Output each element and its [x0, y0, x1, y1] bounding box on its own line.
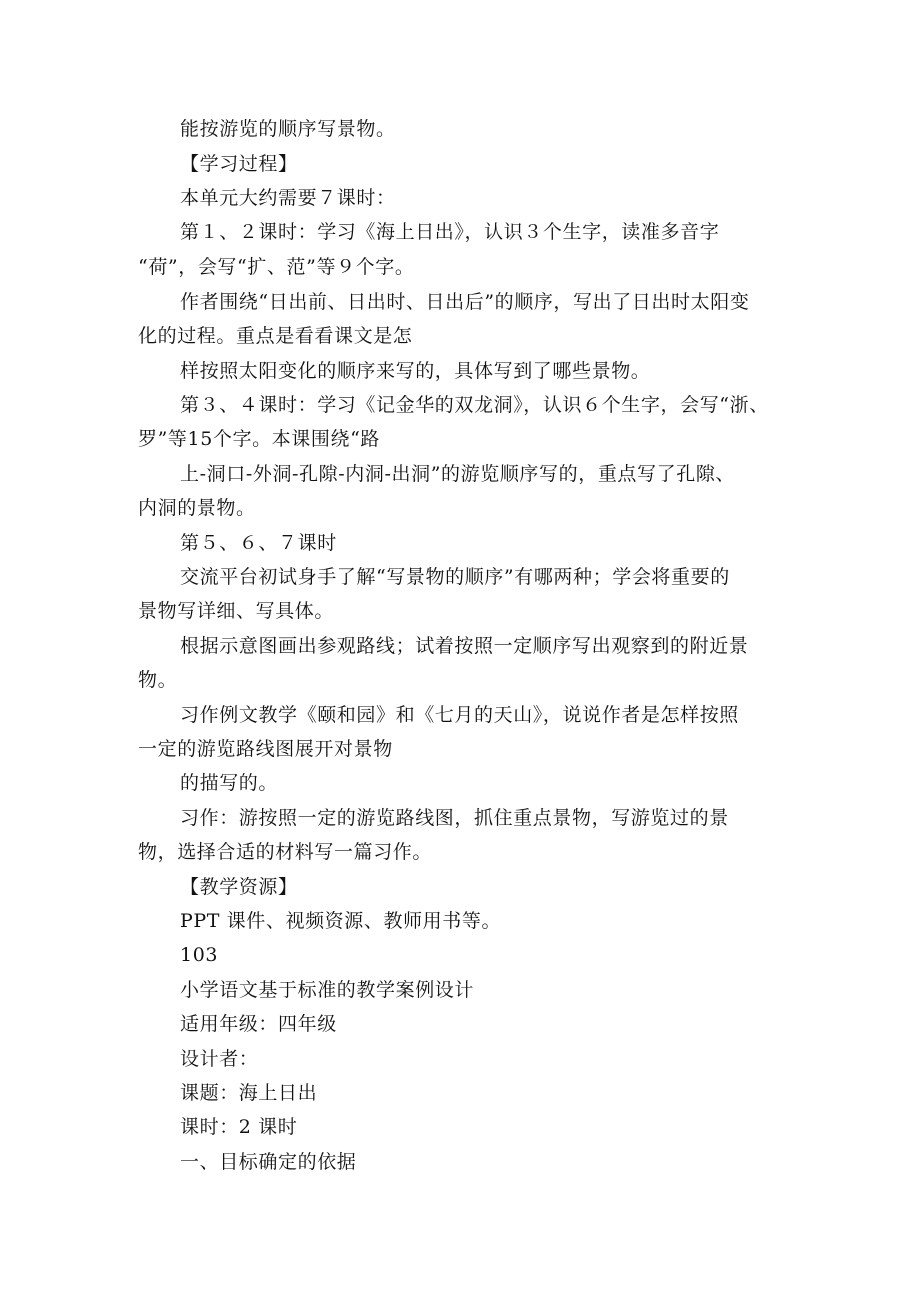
text-line: 物。 [138, 669, 178, 691]
text-line: 根据示意图画出参观路线；试着按照一定顺序写出观察到的附近景 [180, 635, 749, 657]
topic-line: 课题：海上日出 [180, 1082, 318, 1104]
document-title: 小学语文基于标准的教学案例设计 [180, 979, 475, 1001]
text-line: 罗”等15个字。本课围绕“路 [138, 428, 381, 450]
text-line: 第３、４课时：学习《记金华的双龙洞》，认识６个生字，会写“浙、 [180, 394, 769, 416]
text-line: 作者围绕“日出前、日出时、日出后”的顺序，写出了日出时太阳变 [180, 291, 750, 313]
text-line: 内洞的景物。 [138, 497, 256, 519]
text-line: 景物写详细、写具体。 [138, 600, 335, 622]
text-line: 本单元大约需要７课时： [180, 187, 396, 209]
class-hours-line: 课时：2 课时 [180, 1116, 298, 1138]
grade-line: 适用年级：四年级 [180, 1013, 337, 1035]
section-heading-learning-process: 【学习过程】 [180, 153, 298, 175]
text-line: 第１、２课时：学习《海上日出》，认识３个生字，读准多音字 [180, 221, 720, 243]
text-line: 能按游览的顺序写景物。 [180, 118, 396, 140]
text-line: 上-洞口-外洞-孔隙-内洞-出洞”的游览顺序写的，重点写了孔隙、 [180, 463, 736, 485]
text-line: “荷”，会写“扩、范”等９个字。 [138, 256, 415, 278]
text-line: PPT 课件、视频资源、教师用书等。 [180, 910, 502, 932]
text-line: 样按照太阳变化的顺序来写的，具体写到了哪些景物。 [180, 360, 651, 382]
text-line: 一定的游览路线图展开对景物 [138, 738, 393, 760]
section-heading-teaching-resources: 【教学资源】 [180, 876, 298, 898]
text-line: 习作例文教学《颐和园》和《七月的天山》，说说作者是怎样按照 [180, 704, 739, 726]
text-line: 习作：游按照一定的游览路线图，抓住重点景物，写游览过的景 [180, 807, 729, 829]
text-line: 化的过程。重点是看看课文是怎 [138, 325, 413, 347]
page-number: 103 [180, 944, 219, 966]
text-line: 的描写的。 [180, 772, 279, 794]
text-line: 交流平台初试身手了解“写景物的顺序”有哪两种；学会将重要的 [180, 566, 730, 588]
text-line: 物，选择合适的材料写一篇习作。 [138, 841, 433, 863]
section-heading-objectives-basis: 一、目标确定的依据 [180, 1151, 357, 1173]
designer-line: 设计者： [180, 1048, 259, 1070]
text-line: 第５、６、７课时 [180, 532, 337, 554]
